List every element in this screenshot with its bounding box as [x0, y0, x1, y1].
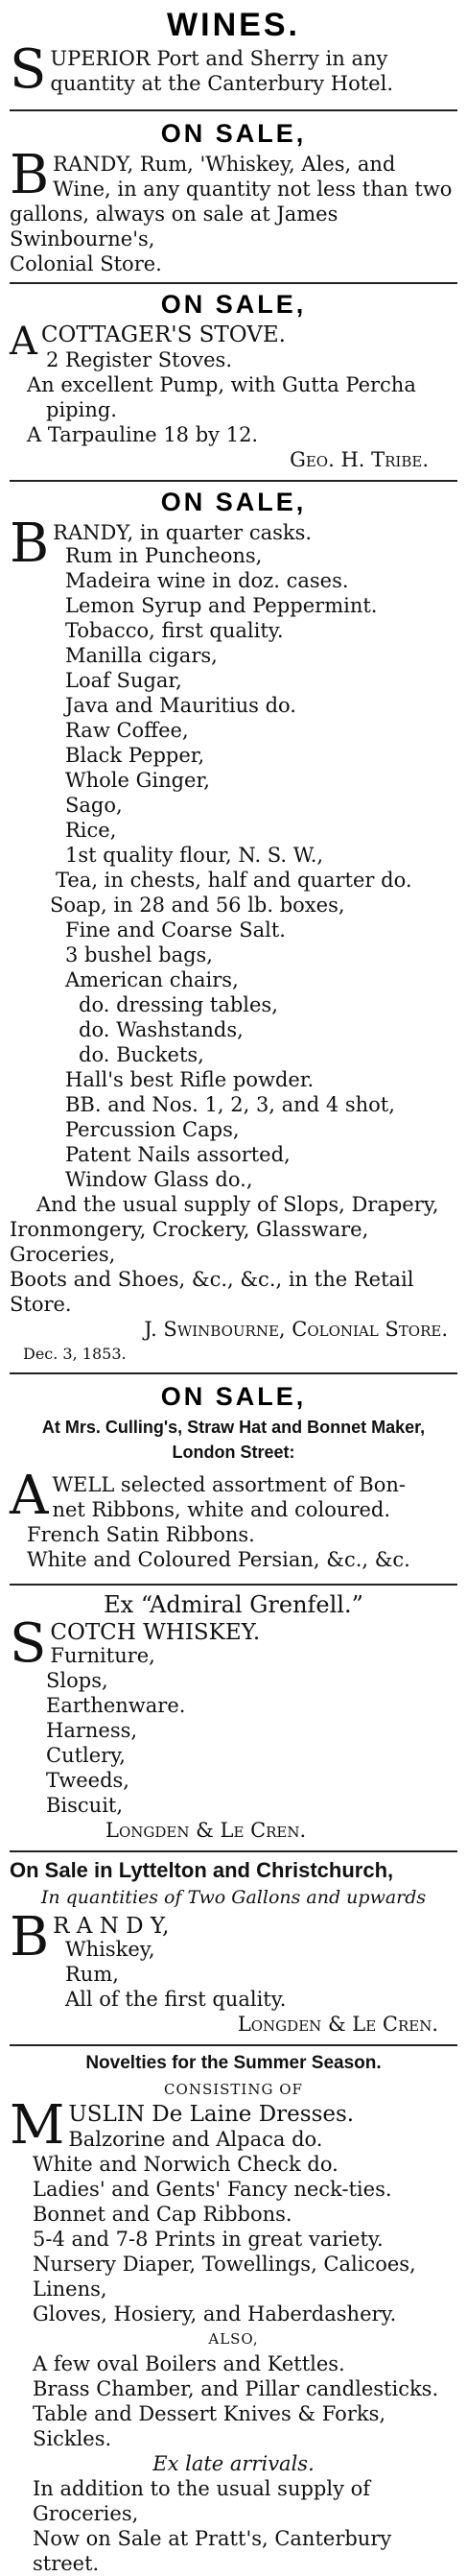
grenfell-heading: Ex “Admiral Grenfell.”	[104, 1591, 363, 1618]
novelties-consisting: CONSISTING OF	[164, 2081, 303, 2098]
wines-advert	[10, 0, 457, 101]
sale1-line-1: RANDY, Rum, 'Whiskey, Ales, and	[53, 153, 396, 176]
novelties-heading: Novelties for the Summer Season.	[85, 2053, 382, 2073]
sale2-line-2: 2 Register Stoves.	[46, 348, 233, 371]
on-sale-heading-4: ON SALE,	[160, 1382, 307, 1411]
lyttelton-heading: On Sale in Lyttelton and Christchurch,	[10, 1858, 394, 1882]
sale4-line-4: White and Coloured Persian, &c., &c.	[27, 1548, 410, 1571]
culling-subheading-1: At Mrs. Culling's, Straw Hat and Bonnet Maker,	[41, 1418, 426, 1437]
list-item: Tweeds,	[46, 1769, 129, 1792]
list-item: Window Glass do.,	[65, 1168, 253, 1191]
sale2-signature: Geo. H. Tribe.	[290, 448, 429, 471]
list-item: Lemon Syrup and Peppermint.	[65, 594, 378, 617]
sale1-line-2: Wine, in any quantity not less than two	[53, 178, 453, 201]
sale3-closing-2: Ironmongery, Crockery, Glassware, Groceries,	[10, 1218, 369, 1266]
novelties-first-line: USLIN De Laine Dresses.	[68, 2102, 355, 2127]
sale3-signature: J. Swinbourne, Colonial Store.	[144, 1318, 448, 1341]
on-sale-heading-2: ON SALE,	[160, 290, 307, 319]
sale2-line-5: A Tarpauline 18 by 12.	[27, 423, 259, 446]
grenfell-signature: Longden & Le Cren.	[105, 1819, 307, 1842]
list-item: Raw Coffee,	[65, 719, 189, 742]
muslin-dropcap: M	[10, 2094, 65, 2157]
wines-line-2: quantity at the Canterbury Hotel.	[50, 72, 394, 95]
list-item: Nursery Diaper, Towellings, Calicoes, Linens,	[33, 2253, 416, 2301]
list-item: Rum,	[65, 1963, 119, 1986]
sale3-date: Dec. 3, 1853.	[23, 1345, 127, 1363]
list-item: Bonnet and Cap Ribbons.	[33, 2203, 292, 2226]
list-item: Sago,	[65, 794, 123, 817]
lyttelton-advert	[10, 1852, 457, 2037]
wines-line-1: UPERIOR Port and Sherry in any	[50, 47, 388, 70]
brandy-dropcap-1: B	[10, 144, 50, 206]
lyttelton-first-line: R A N D Y,	[53, 1914, 170, 1939]
list-item: 3 bushel bags,	[65, 943, 213, 966]
novelties-closing-1: In addition to the usual supply of Groceries,	[33, 2477, 371, 2525]
culling-advert	[10, 1374, 457, 1572]
on-sale-heading-3: ON SALE,	[160, 488, 307, 516]
on-sale-heading-1: ON SALE,	[160, 119, 307, 148]
sale1-line-3: gallons, always on sale at James Swinbourne's,	[10, 203, 339, 250]
novelties-closing-2: Now on Sale at Pratt's, Canterbury street.	[33, 2527, 392, 2575]
list-item: A few oval Boilers and Kettles.	[33, 2352, 345, 2375]
list-item: Furniture,	[50, 1644, 155, 1667]
whiskey-dropcap: S	[10, 1612, 47, 1675]
list-item: Patent Nails assorted,	[65, 1143, 291, 1166]
list-item: Harness,	[46, 1719, 138, 1742]
grenfell-advert	[10, 1586, 457, 1843]
list-item: Hall's best Rifle powder.	[65, 1068, 315, 1091]
sale4-line-2: net Ribbons, white and coloured.	[52, 1498, 391, 1521]
list-item: Java and Mauritius do.	[65, 694, 296, 717]
brandy-advert-1	[10, 111, 457, 276]
list-item: BB. and Nos. 1, 2, 3, and 4 shot,	[65, 1093, 395, 1116]
sale2-line-1: COTTAGER'S STOVE.	[40, 322, 286, 347]
grenfell-item-list	[10, 1643, 457, 1818]
list-item: Table and Dessert Knives & Forks, Sickles.	[33, 2402, 386, 2450]
list-item: Rum in Puncheons,	[65, 544, 263, 567]
list-item: Black Pepper,	[65, 744, 205, 767]
wines-heading: WINES.	[167, 7, 300, 43]
novelties-also: ALSO,	[208, 2330, 259, 2348]
sale4-line-3: French Satin Ribbons.	[27, 1523, 255, 1546]
list-item: White and Norwich Check do.	[33, 2153, 339, 2176]
list-item: Gloves, Hosiery, and Haberdashery.	[33, 2302, 397, 2326]
list-item: Loaf Sugar,	[65, 669, 182, 692]
grenfell-first-line: COTCH WHISKEY.	[50, 1620, 261, 1645]
stove-dropcap: A	[10, 320, 37, 364]
lyttelton-signature: Longden & Le Cren.	[237, 2013, 438, 2036]
sale2-line-3: An excellent Pump, with Gutta Percha	[27, 373, 416, 396]
list-item: Tobacco, first quality.	[65, 619, 284, 642]
list-item: do. dressing tables,	[79, 993, 278, 1016]
culling-subheading-2: London Street:	[172, 1443, 295, 1462]
sale1-line-4: Colonial Store.	[10, 252, 162, 275]
culling-dropcap: A	[10, 1465, 49, 1527]
list-item: Whiskey,	[65, 1938, 155, 1961]
list-item: Biscuit,	[46, 1794, 124, 1817]
sale3-first-line: RANDY, in quarter casks.	[53, 521, 313, 544]
list-item: 1st quality flour, N. S. W.,	[65, 844, 324, 867]
list-item: Whole Ginger,	[65, 769, 210, 792]
list-item: Soap, in 28 and 56 lb. boxes,	[50, 894, 345, 917]
brandy-dropcap-2: B	[10, 513, 50, 575]
list-item: Balzorine and Alpaca do.	[68, 2128, 323, 2151]
list-item: Ladies' and Gents' Fancy neck-ties.	[33, 2178, 392, 2201]
sale3-closing-1: And the usual supply of Slops, Drapery,	[36, 1193, 439, 1216]
sale3-closing-3: Boots and Shoes, &c., &c., in the Retail Store.	[10, 1268, 414, 1316]
stove-advert	[10, 284, 457, 472]
list-item: Earthenware.	[46, 1694, 186, 1717]
novelties-advert	[10, 2046, 457, 2576]
list-item: Madeira wine in doz. cases.	[65, 569, 349, 592]
sale2-line-4: piping.	[46, 398, 117, 421]
list-item: 5-4 and 7-8 Prints in great variety.	[33, 2228, 384, 2251]
novelties-late: Ex late arrivals.	[152, 2452, 315, 2475]
list-item: Tea, in chests, half and quarter do.	[56, 869, 412, 892]
list-item: do. Washstands,	[79, 1018, 244, 1041]
sale4-line-1: WELL selected assortment of Bon-	[52, 1473, 406, 1496]
list-item: Slops,	[46, 1669, 108, 1692]
list-item: American chairs,	[65, 968, 239, 991]
lyttelton-item-list	[10, 1937, 457, 2012]
list-item: Manilla cigars,	[65, 644, 218, 667]
list-item: Cutlery,	[46, 1744, 126, 1767]
list-item: do. Buckets,	[79, 1043, 204, 1066]
list-item: Rice,	[65, 819, 117, 842]
brandy-dropcap-3: B	[10, 1906, 50, 1968]
wines-dropcap: S	[10, 38, 47, 101]
list-item: Percussion Caps,	[65, 1118, 240, 1141]
lyttelton-subheading: In quantities of Two Gallons and upwards	[40, 1887, 427, 1908]
list-item: Fine and Coarse Salt.	[65, 918, 286, 942]
list-item: Brass Chamber, and Pillar candlesticks.	[33, 2377, 439, 2400]
list-item: All of the first quality.	[65, 1988, 287, 2011]
swinbourne-advert	[10, 482, 457, 1367]
sale3-item-list	[10, 543, 457, 1192]
